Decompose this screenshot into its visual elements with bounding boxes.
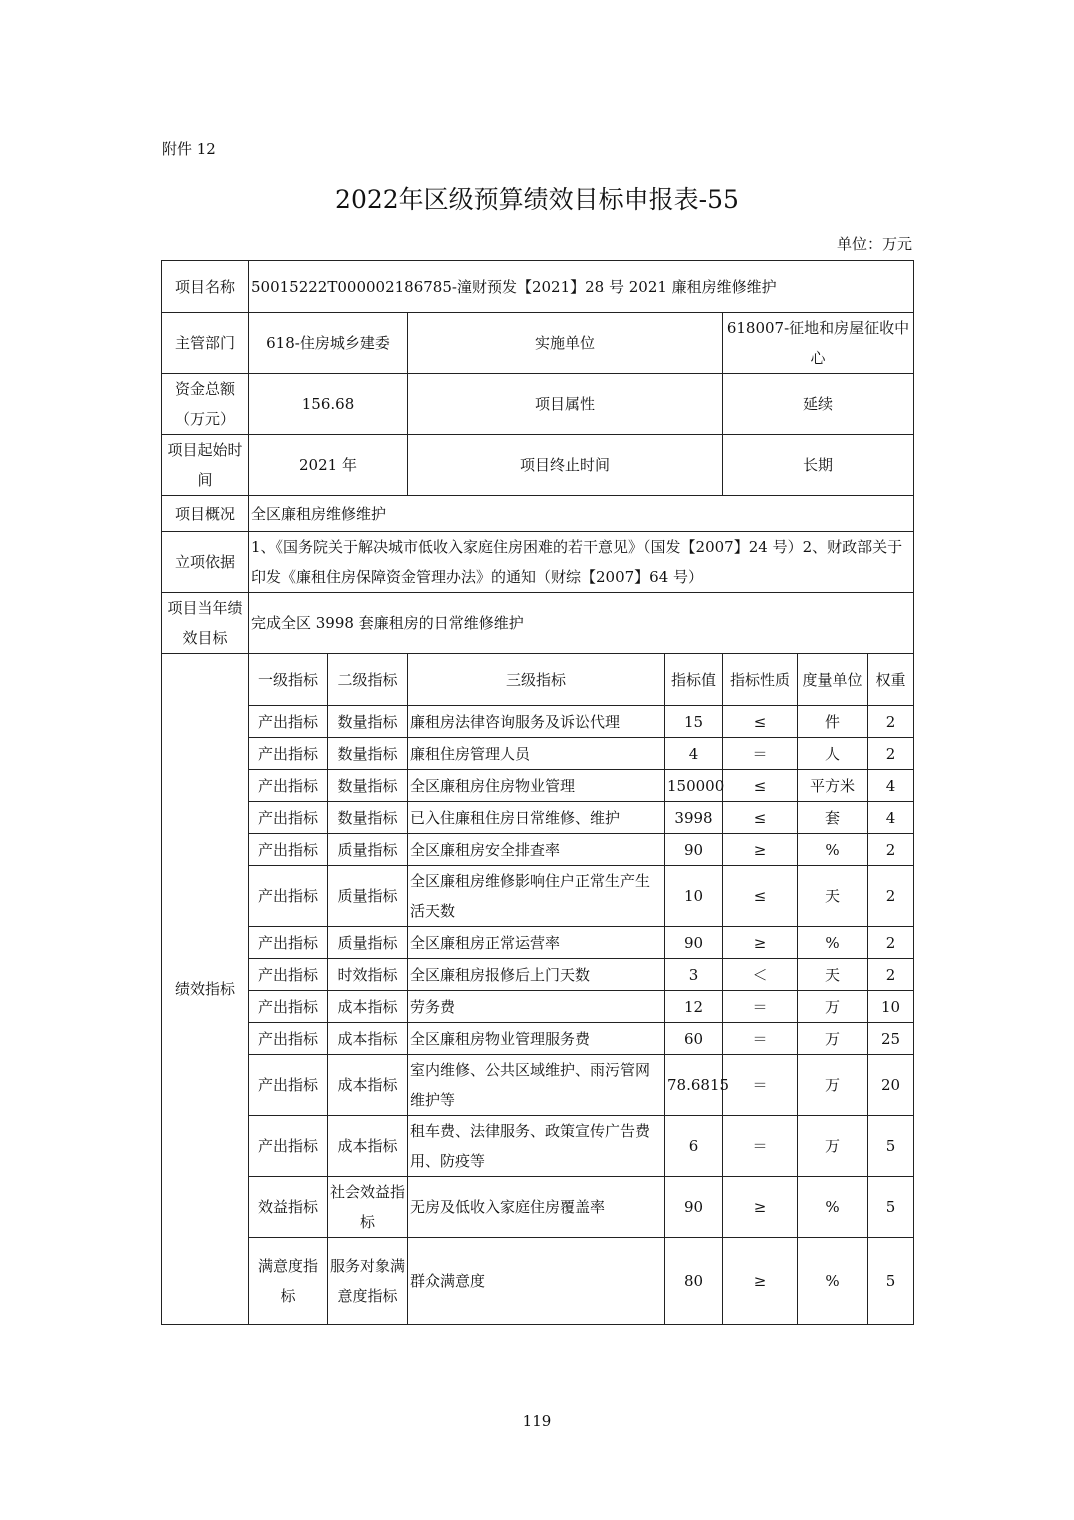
table-cell: ≤ xyxy=(723,706,798,738)
table-cell: ＝ xyxy=(723,1023,798,1055)
table-cell: ＝ xyxy=(723,738,798,770)
label: 主管部门 xyxy=(162,313,249,374)
table-cell: 产出指标 xyxy=(249,1055,328,1116)
table-cell: 成本指标 xyxy=(328,1023,408,1055)
table-cell: % xyxy=(798,1177,868,1238)
table-cell: 5 xyxy=(868,1177,914,1238)
table-cell: 万 xyxy=(798,1023,868,1055)
table-cell: 12 xyxy=(665,991,723,1023)
table-cell: 4 xyxy=(868,770,914,802)
table-cell: 万 xyxy=(798,1055,868,1116)
table-cell: 廉租住房管理人员 xyxy=(408,738,665,770)
table-row xyxy=(162,991,914,1023)
table-cell: 全区廉租房正常运营率 xyxy=(408,927,665,959)
table-cell: 4 xyxy=(868,802,914,834)
row-basis xyxy=(162,532,914,593)
row-overview xyxy=(162,496,914,532)
table-cell: 人 xyxy=(798,738,868,770)
table-row xyxy=(162,802,914,834)
table-cell: 80 xyxy=(665,1238,723,1325)
table-cell: 产出指标 xyxy=(249,1116,328,1177)
table-cell: 90 xyxy=(665,1177,723,1238)
column-header: 权重 xyxy=(868,654,914,706)
table-row xyxy=(162,706,914,738)
table-cell: 15 xyxy=(665,706,723,738)
table-cell: 3998 xyxy=(665,802,723,834)
table-row xyxy=(162,834,914,866)
table-cell: ＝ xyxy=(723,1055,798,1116)
column-header: 二级指标 xyxy=(328,654,408,706)
budget-table xyxy=(161,260,914,1325)
table-cell: 数量指标 xyxy=(328,738,408,770)
table-cell: 套 xyxy=(798,802,868,834)
table-cell: 数量指标 xyxy=(328,706,408,738)
row-goal xyxy=(162,593,914,654)
column-header: 一级指标 xyxy=(249,654,328,706)
row-time xyxy=(162,435,914,496)
table-cell: 10 xyxy=(868,991,914,1023)
table-cell: 群众满意度 xyxy=(408,1238,665,1325)
table-cell: 2 xyxy=(868,866,914,927)
value: 2021 年 xyxy=(249,435,408,496)
label: 项目起始时间 xyxy=(162,435,249,496)
table-cell: 90 xyxy=(665,927,723,959)
page-title: 2022年区级预算绩效目标申报表-55 xyxy=(335,185,739,214)
table-cell: 150000 xyxy=(665,770,723,802)
value: 156.68 xyxy=(249,374,408,435)
table-cell: 租车费、法律服务、政策宣传广告费用、防疫等 xyxy=(408,1116,665,1177)
table-cell: 78.6815 xyxy=(665,1055,723,1116)
table-cell: 5 xyxy=(868,1116,914,1177)
table-cell: 2 xyxy=(868,834,914,866)
table-row xyxy=(162,770,914,802)
table-cell: 时效指标 xyxy=(328,959,408,991)
table-cell: 天 xyxy=(798,866,868,927)
table-cell: 3 xyxy=(665,959,723,991)
value: 全区廉租房维修维护 xyxy=(249,496,914,532)
table-cell: 60 xyxy=(665,1023,723,1055)
table-cell: 成本指标 xyxy=(328,1055,408,1116)
value: 50015222T000002186785-潼财预发【2021】28 号 2021 廉租房维修维护 xyxy=(249,261,914,313)
table-row xyxy=(162,1023,914,1055)
table-cell: 服务对象满意度指标 xyxy=(328,1238,408,1325)
table-cell: ≤ xyxy=(723,802,798,834)
table-cell: 室内维修、公共区域维护、雨污管网维护等 xyxy=(408,1055,665,1116)
table-cell: 满意度指标 xyxy=(249,1238,328,1325)
table-cell: 5 xyxy=(868,1238,914,1325)
unit-label: 单位：万元 xyxy=(836,235,912,253)
table-cell: % xyxy=(798,834,868,866)
table-cell: 产出指标 xyxy=(249,866,328,927)
table-cell: 产出指标 xyxy=(249,738,328,770)
label: 立项依据 xyxy=(162,532,249,593)
table-cell: 90 xyxy=(665,834,723,866)
table-row xyxy=(162,1177,914,1238)
label: 项目概况 xyxy=(162,496,249,532)
table-cell: 效益指标 xyxy=(249,1177,328,1238)
table-cell: 产出指标 xyxy=(249,991,328,1023)
table-row xyxy=(162,1238,914,1325)
column-header: 指标性质 xyxy=(723,654,798,706)
table-cell: 全区廉租房报修后上门天数 xyxy=(408,959,665,991)
row-dept xyxy=(162,313,914,374)
table-cell: 全区廉租房安全排查率 xyxy=(408,834,665,866)
attachment-label: 附件 12 xyxy=(162,140,216,158)
table-cell: 已入住廉租住房日常维修、维护 xyxy=(408,802,665,834)
table-row xyxy=(162,866,914,927)
table-cell: 产出指标 xyxy=(249,706,328,738)
value: 618-住房城乡建委 xyxy=(249,313,408,374)
table-cell: ≥ xyxy=(723,927,798,959)
table-cell: 产出指标 xyxy=(249,770,328,802)
page-number: 119 xyxy=(522,1412,552,1430)
table-cell: 社会效益指标 xyxy=(328,1177,408,1238)
table-row xyxy=(162,1055,914,1116)
column-header: 指标值 xyxy=(665,654,723,706)
table-cell: ＜ xyxy=(723,959,798,991)
table-cell: 全区廉租房维修影响住户正常生产生活天数 xyxy=(408,866,665,927)
row-fund xyxy=(162,374,914,435)
table-cell: ≥ xyxy=(723,1238,798,1325)
label: 资金总额（万元） xyxy=(162,374,249,435)
table-cell: 产出指标 xyxy=(249,1023,328,1055)
label: 实施单位 xyxy=(408,313,723,374)
table-cell: 成本指标 xyxy=(328,1116,408,1177)
value: 延续 xyxy=(723,374,914,435)
label: 项目当年绩效目标 xyxy=(162,593,249,654)
table-cell: 数量指标 xyxy=(328,770,408,802)
metrics-header-row xyxy=(162,654,914,706)
table-cell: 质量指标 xyxy=(328,927,408,959)
table-cell: 无房及低收入家庭住房覆盖率 xyxy=(408,1177,665,1238)
table-cell: % xyxy=(798,927,868,959)
table-cell: 天 xyxy=(798,959,868,991)
value: 1、《国务院关于解决城市低收入家庭住房困难的若干意见》（国发【2007】24 号）2、财政部关于印发《廉租住房保障资金管理办法》的通知（财综【2007】64 号） xyxy=(249,532,914,593)
table-row xyxy=(162,927,914,959)
value: 长期 xyxy=(723,435,914,496)
table-cell: 25 xyxy=(868,1023,914,1055)
value: 618007-征地和房屋征收中心 xyxy=(723,313,914,374)
table-cell: 产出指标 xyxy=(249,802,328,834)
table-row xyxy=(162,738,914,770)
table-row xyxy=(162,959,914,991)
table-cell: ≥ xyxy=(723,1177,798,1238)
table-cell: 廉租房法律咨询服务及诉讼代理 xyxy=(408,706,665,738)
value: 完成全区 3998 套廉租房的日常维修维护 xyxy=(249,593,914,654)
table-cell: 2 xyxy=(868,927,914,959)
table-cell: 6 xyxy=(665,1116,723,1177)
table-cell: 20 xyxy=(868,1055,914,1116)
table-cell: 件 xyxy=(798,706,868,738)
table-cell: ≤ xyxy=(723,866,798,927)
table-cell: ≤ xyxy=(723,770,798,802)
table-cell: 劳务费 xyxy=(408,991,665,1023)
column-header: 度量单位 xyxy=(798,654,868,706)
table-cell: 2 xyxy=(868,959,914,991)
table-cell: 全区廉租房物业管理服务费 xyxy=(408,1023,665,1055)
table-cell: 4 xyxy=(665,738,723,770)
label: 项目名称 xyxy=(162,261,249,313)
column-header: 三级指标 xyxy=(408,654,665,706)
label: 项目终止时间 xyxy=(408,435,723,496)
table-cell: 质量指标 xyxy=(328,866,408,927)
table-cell: 10 xyxy=(665,866,723,927)
table-cell: 产出指标 xyxy=(249,927,328,959)
table-cell: 产出指标 xyxy=(249,834,328,866)
table-cell: 成本指标 xyxy=(328,991,408,1023)
table-cell: 2 xyxy=(868,738,914,770)
table-cell: 数量指标 xyxy=(328,802,408,834)
table-cell: 产出指标 xyxy=(249,959,328,991)
label: 项目属性 xyxy=(408,374,723,435)
table-cell: ＝ xyxy=(723,1116,798,1177)
table-cell: 质量指标 xyxy=(328,834,408,866)
table-cell: 万 xyxy=(798,1116,868,1177)
table-cell: % xyxy=(798,1238,868,1325)
table-cell: ≥ xyxy=(723,834,798,866)
table-cell: 万 xyxy=(798,991,868,1023)
metrics-section-label: 绩效指标 xyxy=(162,654,249,1325)
table-cell: ＝ xyxy=(723,991,798,1023)
table-row xyxy=(162,1116,914,1177)
table-cell: 全区廉租房住房物业管理 xyxy=(408,770,665,802)
table-cell: 平方米 xyxy=(798,770,868,802)
row-project-name xyxy=(162,261,914,313)
table-cell: 2 xyxy=(868,706,914,738)
